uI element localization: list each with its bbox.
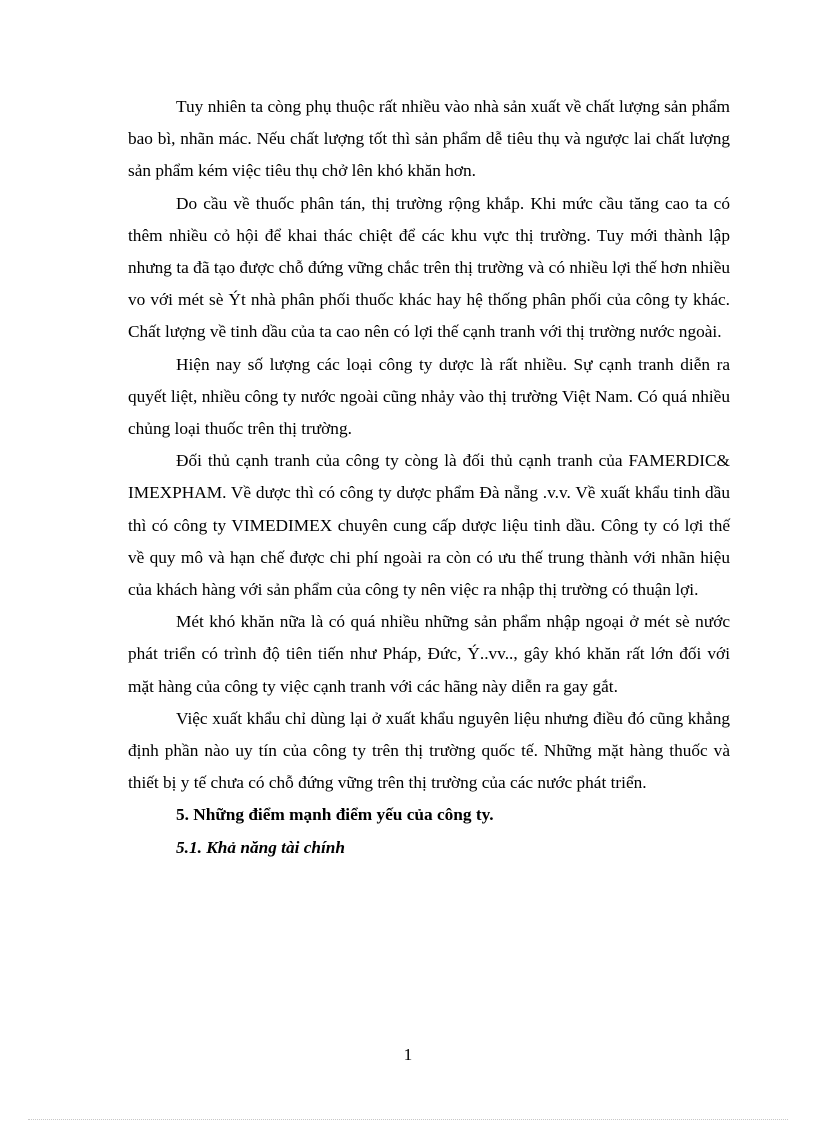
paragraph: Mét khó khăn nữa là có quá nhiều những sản phẩm nhập ngoại ở mét sè nước phát triển có trình độ tiên tiến như Pháp, Đức, Ý..vv.., gây khó khăn rất lớn đối với mặt hàng của công ty việc cạnh tranh với các hãng này diễn ra gay gắt. [128,612,730,696]
subsection-heading: 5.1. Khả năng tài chính [176,837,346,857]
paragraph: Do cầu về thuốc phân tán, thị trường rộng khắp. Khi mức cầu tăng cao ta có thêm nhiều cỏ hội để khai thác chiệt để các khu vực thị trường. Tuy mới thành lập nhưng ta đã tạo được chỗ đứng vững chắc trên thị trường và có nhiều lợi thế hơn nhiều vo với mét sè Ýt nhà phân phối thuốc khác hay hệ thống phân phối của công ty khác. Chất lượng về tinh dầu của ta cao nên có lợi thế cạnh tranh với thị trường nước ngoài. [128,193,730,342]
paragraph: Đối thủ cạnh tranh của công ty còng là đối thủ cạnh tranh của FAMERDIC& IMEXPHAM. Về dược thì có công ty dược phẩm Đà nẵng .v.v. Về xuất khẩu tinh dầu thì có công ty VIMEDIMEX chuyên cung cấp dược liệu tinh dầu. Công ty có lợi thế về quy mô và hạn chế được chi phí ngoài ra còn có ưu thế trung thành với nhãn hiệu của khách hàng với sản phẩm của công ty nên việc ra nhập thị trường có thuận lợi. [128,451,730,600]
paragraph: Tuy nhiên ta còng phụ thuộc rất nhiều vào nhà sản xuất về chất lượng sản phẩm bao bì, nhãn mác. Nếu chất lượng tốt thì sản phẩm dễ tiêu thụ và ngược lai chất lượng sản phẩm kém việc tiêu thụ chở lên khó khăn hơn. [128,97,730,181]
paragraph: Việc xuất khẩu chỉ dùng lại ở xuất khẩu nguyên liệu nhưng điều đó cũng khẳng định phần nào uy tín của công ty trên thị trường quốc tế. Những mặt hàng thuốc và thiết bị y tế chưa có chỗ đứng vững trên thị trường của các nước phát triển. [128,708,730,793]
page-number: 1 [403,1045,413,1064]
page-bottom-border [28,1119,788,1120]
paragraph: Hiện nay số lượng các loại công ty dược là rất nhiều. Sự cạnh tranh diễn ra quyết liệt, nhiều công ty nước ngoài cũng nhảy vào thị trường Việt Nam. Có quá nhiều chủng loại thuốc trên thị trường. [128,354,730,439]
document-body [128,91,730,864]
section-heading: 5. Những điểm mạnh điểm yếu của công ty. [176,805,494,825]
